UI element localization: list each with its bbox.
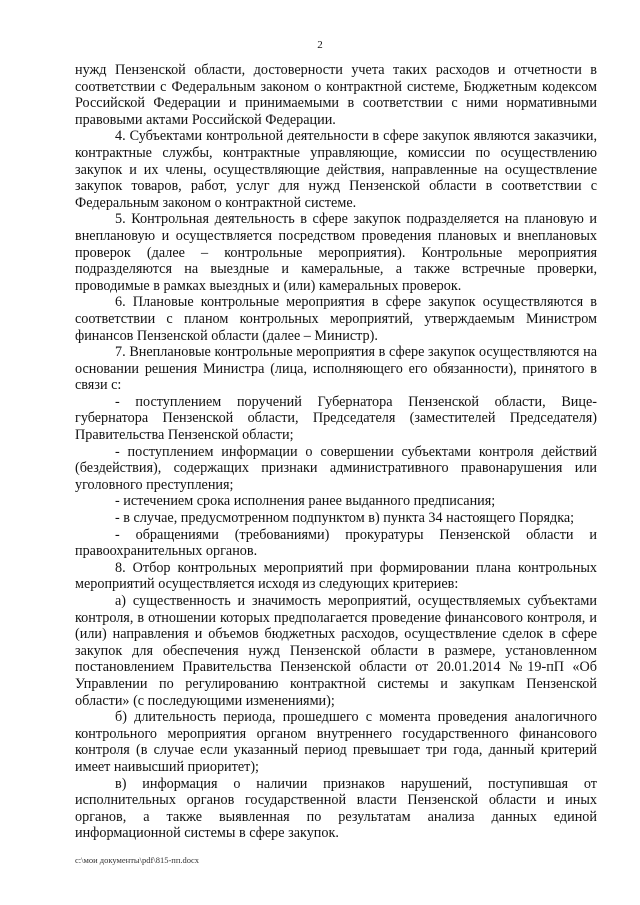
paragraph-item-7: 7. Внеплановые контрольные мероприятия в сфере закупок осуществляются на основании решения Министра (лица, исполняющего его обязанности), принятого в связи с:	[75, 344, 597, 394]
list-item-violation-info: - поступлением информации о совершении субъектами контроля действий (бездействия), содержащих признаки административного правонарушения или уголовного преступления;	[75, 443, 597, 493]
list-item-prosecutor-requests: - обращениями (требованиями) прокуратуры Пензенской области и правоохранительных органов.	[75, 526, 597, 560]
paragraph-item-8: 8. Отбор контрольных мероприятий при формировании плана контрольных мероприятий осуществляется исходя из следующих критериев:	[75, 559, 597, 593]
paragraph-item-4: 4. Субъектами контрольной деятельности в сфере закупок являются заказчики, контрактные службы, контрактные управляющие, комиссии по осуществлению закупок и их члены, осуществляющие действия, направленные на осуществление закупок товаров, работ, услуг для нужд Пензенской области в соответствии с Федеральным законом о контрактной системе.	[75, 128, 597, 211]
list-item-subpoint-case: - в случае, предусмотренном подпунктом в) пункта 34 настоящего Порядка;	[115, 510, 575, 527]
paragraph-item-5: 5. Контрольная деятельность в сфере закупок подразделяется на плановую и внеплановую и осуществляется посредством проведения плановых и внеплановых проверок (далее – контрольные мероприятия). Контрольные мероприятия подразделяются на выездные и камеральные, а также встречные проверки, проводимые в рамках выездных и (или) камеральных проверок.	[75, 211, 597, 294]
criterion-a: а) существенность и значимость мероприятий, осуществляемых субъектами контроля, в отношении которых предполагается проведение финансового контроля, и (или) направления и объемов бюджетных расходов, осуществление сделок в сфере закупок для обеспечения нужд Пензенской области в размере, установленном постановлением Правительства Пензенской области от 20.01.2014 №19-пП «Об Управлении по регулированию контрактной системы и закупкам Пензенской области» (с последующими изменениями);	[75, 593, 597, 709]
paragraph-item-6: 6. Плановые контрольные мероприятия в сфере закупок осуществляются в соответствии с планом контрольных мероприятий, утверждаемым Министром финансов Пензенской области (далее – Министр).	[75, 294, 597, 344]
paragraph-continuation: нужд Пензенской области, достоверности учета таких расходов и отчетности в соответствии с Федеральным законом о контрактной системе, Бюджетным кодексом Российской Федерации и принимаемыми в соответствии с ними нормативными правовыми актами Российской Федерации.	[75, 62, 597, 128]
criterion-c: в) информация о наличии признаков нарушений, поступившая от исполнительных органов государственной власти Пензенской области и иных органов, а также выявленная по результатам анализа данных единой информационной системы в сфере закупок.	[75, 775, 597, 842]
criterion-b: б) длительность периода, прошедшего с момента проведения аналогичного контрольного мероприятия органом внутреннего государственного финансового контроля (в случае если указанный период превышает три года, данный критерий имеет наивысший приоритет);	[75, 709, 597, 775]
list-item-prescription-expiry: - истечением срока исполнения ранее выданного предписания;	[115, 493, 496, 510]
list-item-governor-orders: - поступлением поручений Губернатора Пензенской области, Вице-губернатора Пензенской области, Председателя (заместителей Председателя) Правительства Пензенской области;	[75, 393, 597, 444]
footer-file-path: c:\мои документы\pdf\815-пп.docx	[75, 855, 200, 865]
document-body	[75, 62, 597, 842]
page-number: 2	[317, 39, 323, 51]
